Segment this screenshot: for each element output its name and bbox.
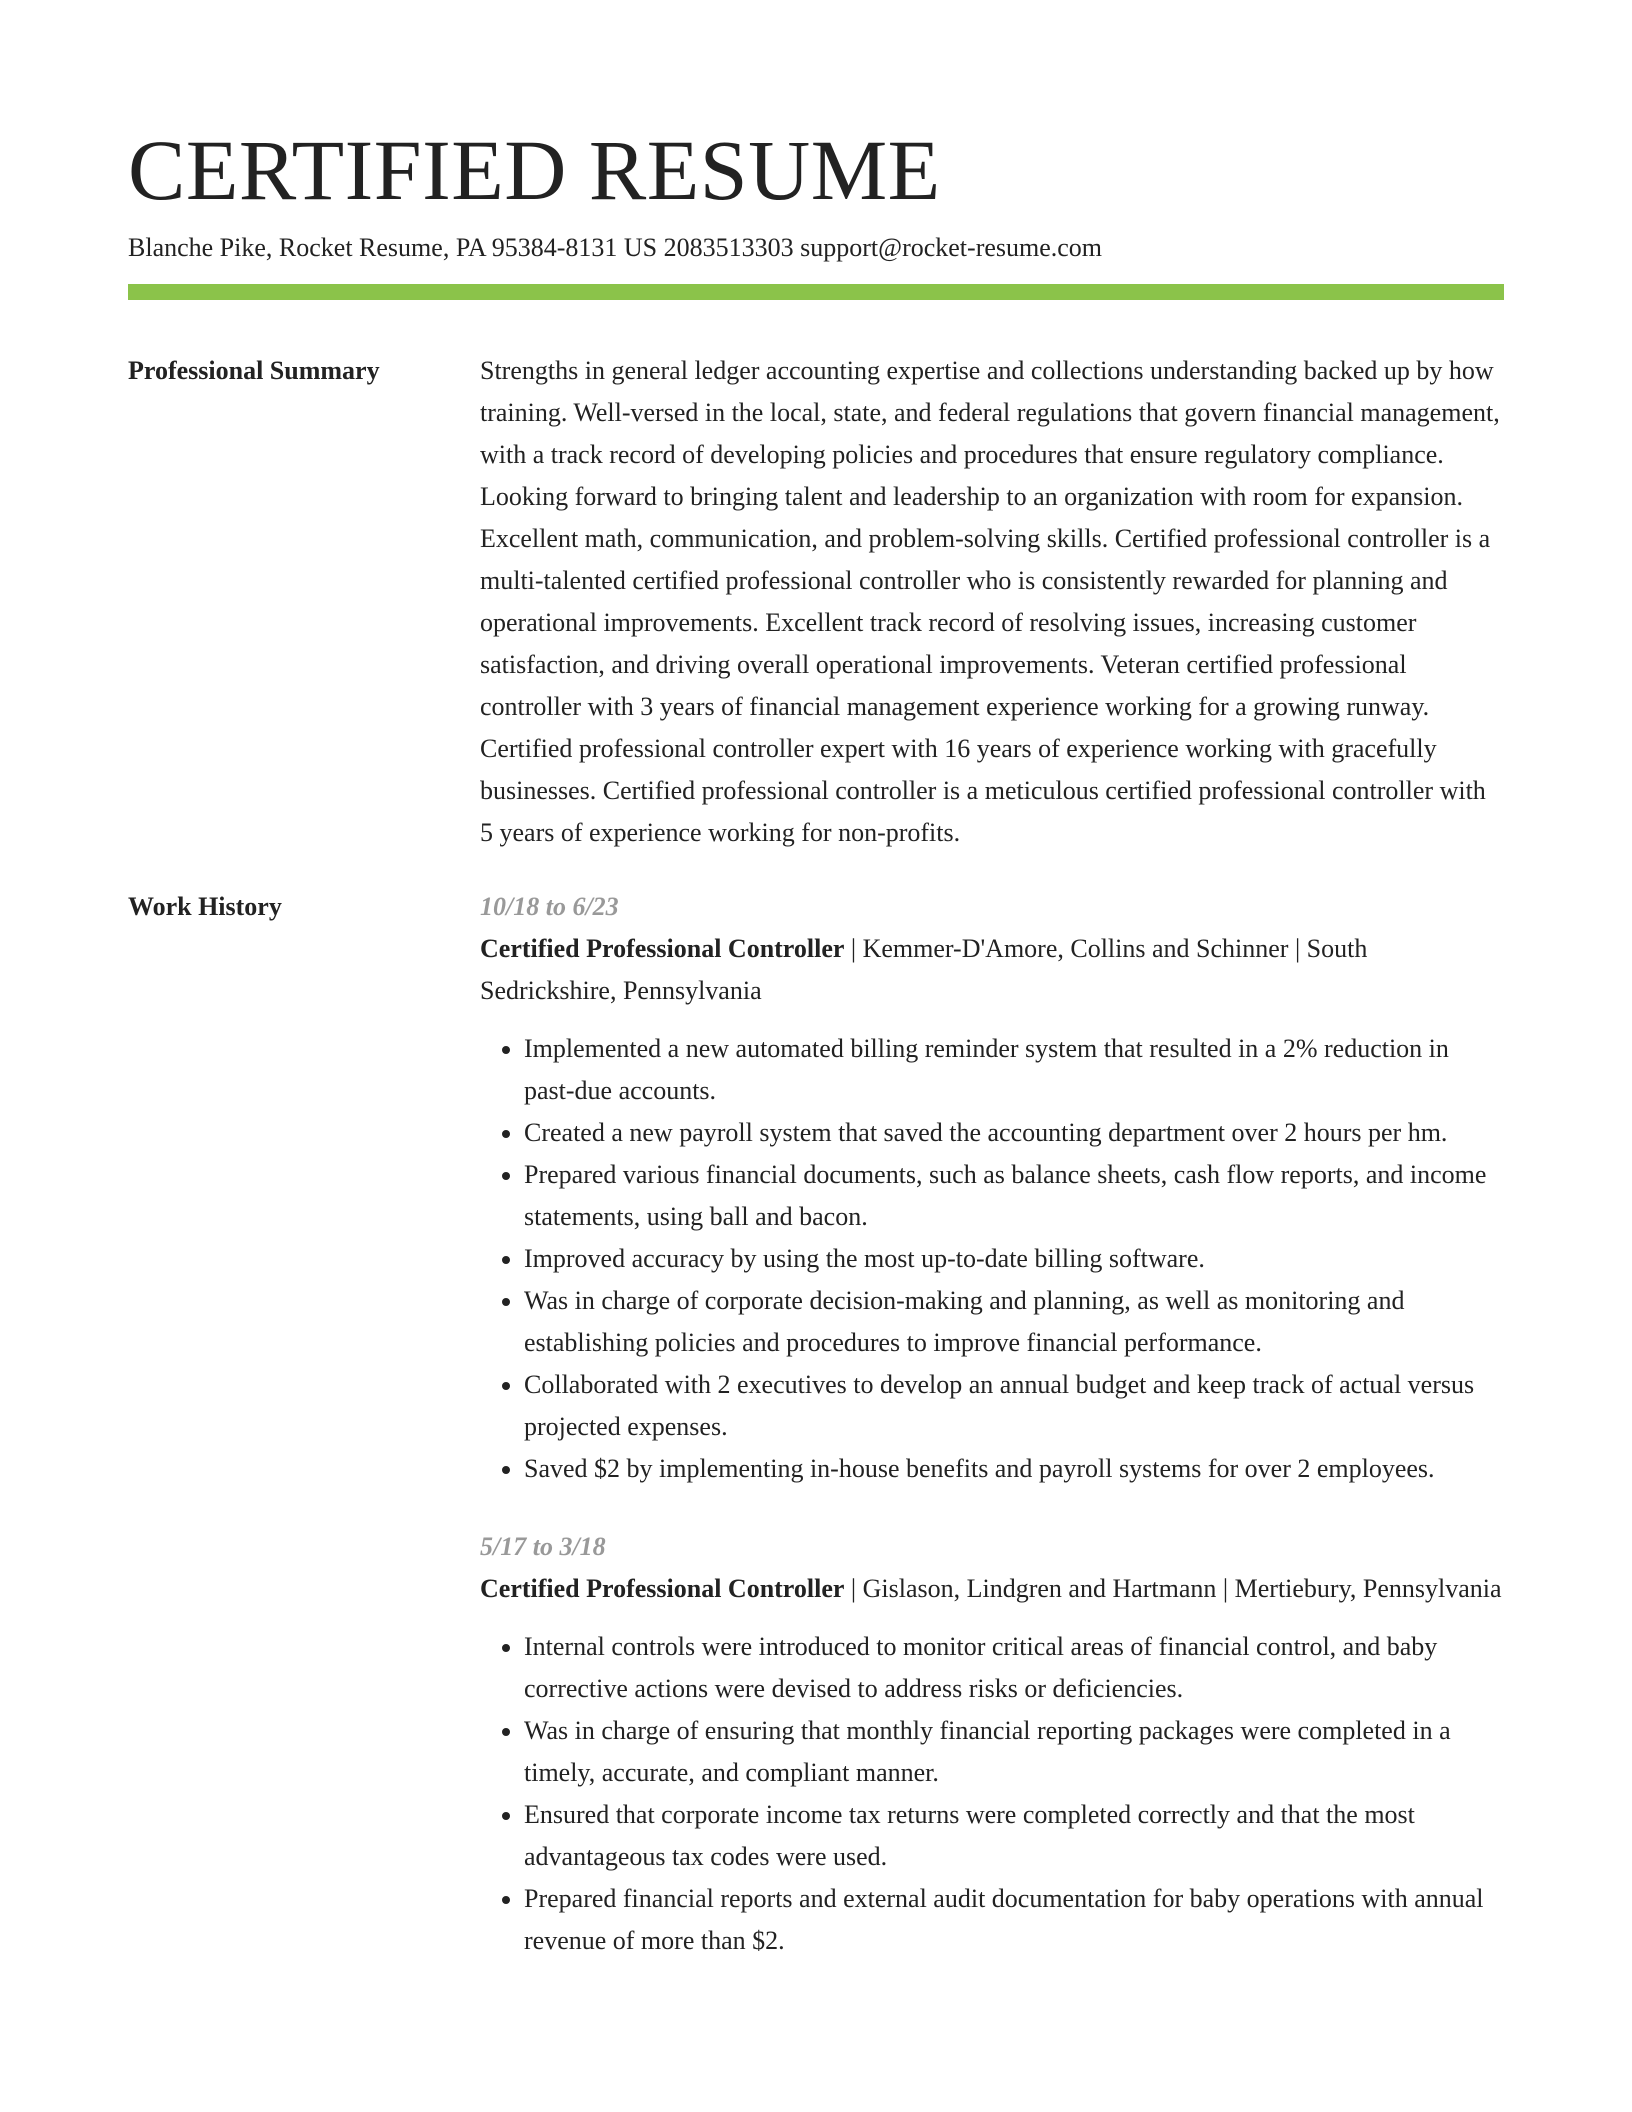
resume-title: CERTIFIED RESUME (128, 122, 941, 218)
job-dates: 10/18 to 6/23 (480, 892, 619, 921)
header-divider (128, 284, 1504, 300)
job-entry (480, 886, 1504, 1490)
work-history-body (480, 886, 1504, 1998)
job-bullet: • Collaborated with 2 executives to develop an annual budget and keep track of actual versus projected expenses. (524, 1364, 1504, 1448)
job-title: Certified Professional Controller (480, 934, 845, 963)
job-employer-location: | Gislason, Lindgren and Hartmann | Mertiebury, Pennsylvania (844, 1574, 1502, 1603)
contact-line: Blanche Pike, Rocket Resume, PA 95384-8131 US 2083513303 support@rocket-resume.com (128, 233, 1103, 262)
resume-page (128, 120, 1504, 1998)
job-bullet: • Prepared financial reports and external audit documentation for baby operations with annual revenue of more than $2. (524, 1878, 1504, 1962)
job-bullet: • Prepared various financial documents, such as balance sheets, cash flow reports, and income statements, using ball and bacon. (524, 1154, 1504, 1238)
job-bullet: • Created a new payroll system that saved the accounting department over 2 hours per hm. (524, 1112, 1504, 1154)
job-heading (480, 1568, 1504, 1610)
job-dates: 5/17 to 3/18 (480, 1532, 606, 1561)
job-bullet-list (480, 1028, 1504, 1490)
job-bullet: • Implemented a new automated billing reminder system that resulted in a 2% reduction in past-due accounts. (524, 1028, 1504, 1112)
professional-summary-section (128, 350, 1504, 854)
work-history-section (128, 886, 1504, 1998)
job-bullet: • Ensured that corporate income tax returns were completed correctly and that the most advantageous tax codes were used. (524, 1794, 1504, 1878)
job-bullet: • Was in charge of corporate decision-making and planning, as well as monitoring and establishing policies and procedures to improve financial performance. (524, 1280, 1504, 1364)
job-bullet: • Improved accuracy by using the most up-to-date billing software. (524, 1238, 1504, 1280)
summary-text: Strengths in general ledger accounting expertise and collections understanding backed up by how training. Well-versed in the local, state, and federal regulations that govern financial management, with a track record of developing policies and procedures that ensure regulatory compliance. Looking forward to bringing talent and leadership to an organization with room for expansion. Excellent math, communication, and problem-solving skills. Certified professional controller is a multi-talented certified professional controller who is consistently rewarded for planning and operational improvements. Excellent track record of resolving issues, increasing customer satisfaction, and driving overall operational improvements. Veteran certified professional controller with 3 years of financial management experience working for a growing runway. Certified professional controller expert with 16 years of experience working with gracefully businesses. Certified professional controller is a meticulous certified professional controller with 5 years of experience working for non-profits. (480, 356, 1500, 847)
job-bullet: • Saved $2 by implementing in-house benefits and payroll systems for over 2 employees. (524, 1448, 1504, 1490)
job-bullet-list (480, 1626, 1504, 1962)
job-title: Certified Professional Controller (480, 1574, 845, 1603)
job-bullet: • Was in charge of ensuring that monthly financial reporting packages were completed in a timely, accurate, and compliant manner. (524, 1710, 1504, 1794)
job-heading (480, 928, 1504, 1012)
job-entry (480, 1526, 1504, 1962)
section-heading-summary: Professional Summary (128, 356, 380, 385)
job-employer-location: | Kemmer-D'Amore, Collins and Schinner | South Sedrickshire, Pennsylvania (480, 934, 1368, 1005)
summary-body (480, 350, 1504, 854)
section-heading-work-history: Work History (128, 892, 282, 921)
job-bullet: • Internal controls were introduced to monitor critical areas of financial control, and baby corrective actions were devised to address risks or deficiencies. (524, 1626, 1504, 1710)
